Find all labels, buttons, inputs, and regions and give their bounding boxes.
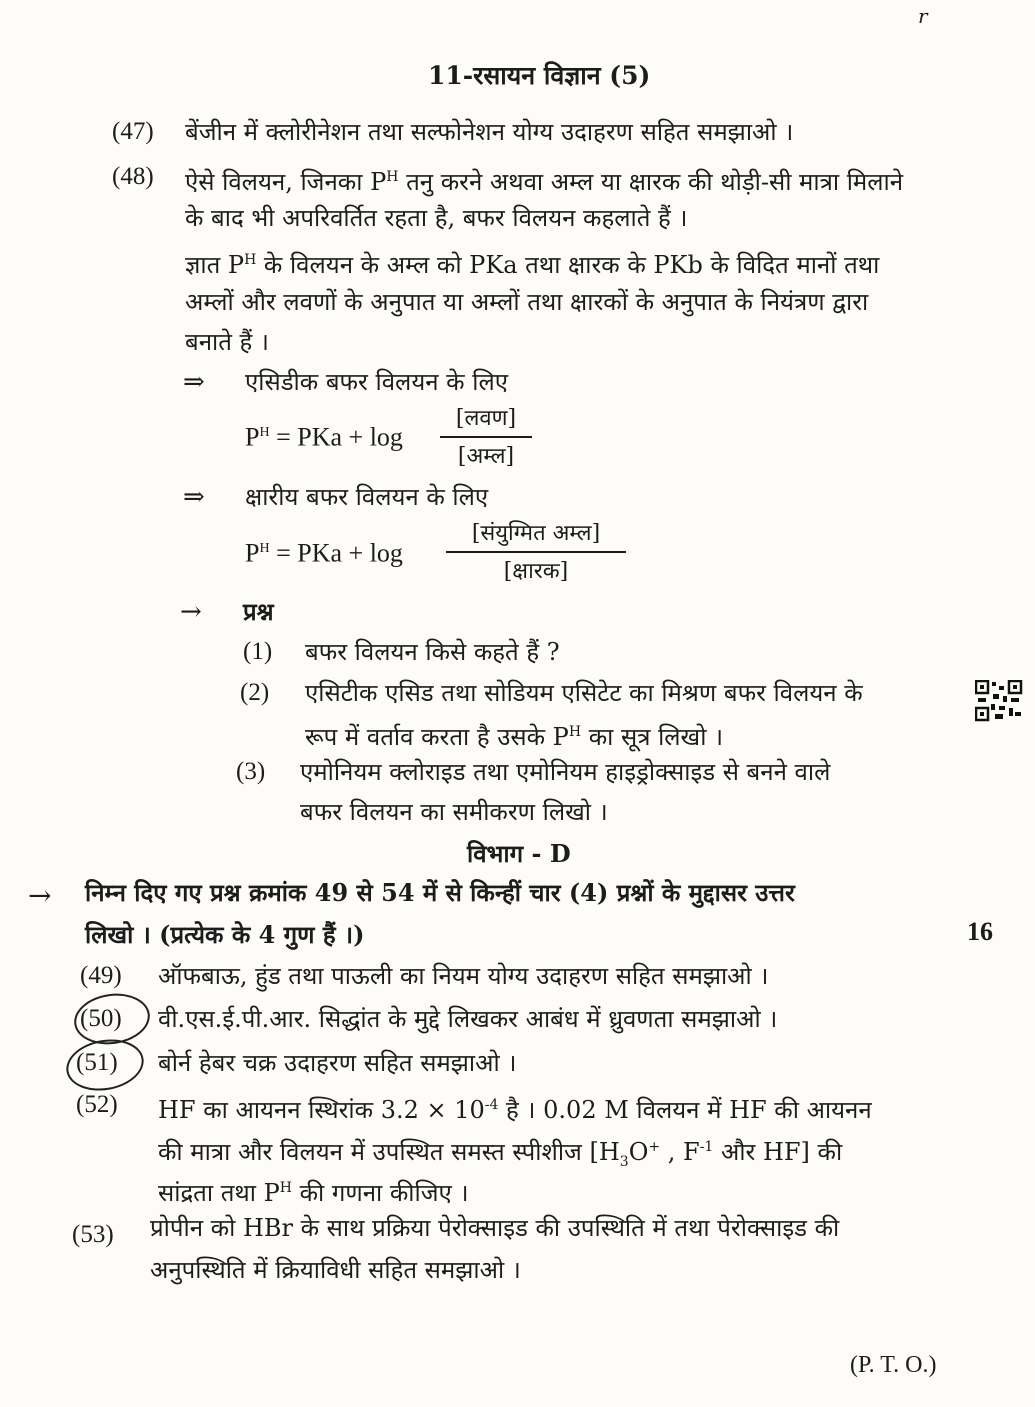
page-title: 11-रसायन विज्ञान (5) — [428, 61, 651, 90]
q48-sup-h: H — [386, 169, 399, 185]
acidic-fraction — [440, 400, 532, 472]
q49-text: ऑफबाऊ, हुंड तथा पाऊली का नियम योग्य उदाहरण सहित समझाओ । — [158, 962, 769, 990]
q52-plus: + — [648, 1139, 661, 1155]
section-d-marks: 16 — [967, 917, 993, 946]
subq2-line2 — [305, 712, 723, 757]
q48-line3-a: ज्ञात P — [185, 251, 245, 279]
subq3-line2: बफर विलयन का समीकरण लिखो । — [300, 798, 608, 826]
subq2-line2-b: का सूत्र लिखो । — [581, 723, 724, 751]
q48-line3-b: के विलयन के अम्ल को PKa तथा क्षारक के PKb के विदित मानों तथा — [256, 251, 880, 279]
qr-code-icon — [975, 680, 1023, 722]
eq-lhs: P — [245, 422, 260, 452]
subq3-line1: एमोनियम क्लोराइड तथा एमोनियम हाइड्रोक्साइड से बनने वाले — [300, 758, 831, 786]
q53-line1: प्रोपीन को HBr के साथ प्रक्रिया पेरोक्साइड की उपस्थिति में तथा पेरोक्साइड की — [150, 1214, 840, 1242]
acidic-numerator: [लवण] — [455, 406, 517, 431]
q48-sup-h-2: H — [244, 252, 257, 268]
q48-line5: बनाते हैं । — [185, 328, 270, 356]
q48-number: (48) — [112, 163, 154, 190]
q52-line1 — [158, 1085, 872, 1130]
q52-line1-b: है । 0.02 M विलयन में HF की आयनन — [498, 1096, 872, 1124]
q48-line2: के बाद भी अपरिवर्तित रहता है, बफर विलयन कहलाते हैं । — [185, 204, 688, 232]
eq2-rhs: = PKa + log — [269, 538, 403, 568]
q53-line2: अनुपस्थिति में क्रियाविधी सहित समझाओ । — [150, 1256, 521, 1284]
q48-line1 — [185, 157, 903, 202]
q48-line4: अम्लों और लवणों के अनुपात या अम्लों तथा क्षारकों के अनुपात के नियंत्रण द्वारा — [185, 288, 869, 316]
q52-line2-b: O — [628, 1138, 649, 1166]
q50-text: वी.एस.ई.पी.आर. सिद्धांत के मुद्दे लिखकर आबंध में ध्रुवणता समझाओ । — [158, 1005, 778, 1033]
acidic-equation — [245, 416, 403, 455]
q50-number: (50) — [80, 1005, 122, 1032]
q51-text: बोर्न हेबर चक्र उदाहरण सहित समझाओ । — [158, 1049, 517, 1077]
subq2-line1: एसिटीक एसिड तथा सोडियम एसिटेट का मिश्रण बफर विलयन के — [305, 679, 863, 707]
eq2-lhs: P — [245, 538, 260, 568]
q52-line3-a: सांद्रता तथा P — [158, 1179, 280, 1207]
q52-line2-d: और HF] की — [713, 1138, 843, 1166]
basic-equation — [245, 532, 403, 571]
fraction-bar — [440, 436, 532, 438]
acidic-denominator: [अम्ल] — [457, 444, 515, 469]
q49-number: (49) — [80, 962, 122, 989]
basic-denominator: [क्षारक] — [503, 559, 569, 584]
basic-fraction — [446, 515, 626, 587]
q52-number: (52) — [76, 1091, 118, 1118]
eq-sup-h: H — [259, 425, 270, 440]
eq2-sup-h: H — [259, 541, 270, 556]
subq2-number: (2) — [240, 679, 270, 706]
q53-number: (53) — [72, 1221, 114, 1248]
subq1-number: (1) — [243, 638, 273, 665]
subq1-text: बफर विलयन किसे कहते हैं ? — [305, 638, 560, 666]
arrow-single-1: → — [180, 597, 202, 627]
arrow-single-2: → — [28, 879, 52, 912]
q52-line1-a: HF का आयनन स्थिरांक 3.2 × 10 — [158, 1096, 485, 1124]
q52-sup-h: H — [279, 1180, 292, 1196]
q47-number: (47) — [112, 118, 154, 145]
q52-sub3: 3 — [619, 1153, 629, 1170]
subq3-number: (3) — [236, 758, 266, 785]
subq2-sup-h: H — [568, 724, 582, 740]
q52-line3 — [158, 1168, 469, 1213]
section-d-instruction-1: निम्न दिए गए प्रश्न क्रमांक 49 से 54 में से किन्हीं चार (4) प्रश्नों के मुद्दासर उत्तर — [85, 878, 795, 907]
q48-line1-a: ऐसे विलयन, जिनका P — [185, 168, 387, 196]
q52-minus1: -1 — [699, 1139, 714, 1155]
basic-numerator: [संयुग्मित अम्ल] — [471, 521, 601, 546]
q52-line2-c: , F — [660, 1138, 700, 1166]
q51-number: (51) — [76, 1049, 118, 1076]
question-heading: प्रश्न — [243, 597, 274, 626]
pto-label: (P. T. O.) — [850, 1352, 937, 1378]
corner-mark: r — [918, 4, 928, 28]
eq-rhs: = PKa + log — [269, 422, 403, 452]
section-d-instruction-2: लिखो । (प्रत्येक के 4 गुण हैं ।) — [85, 920, 365, 949]
q52-line2-a: की मात्रा और विलयन में उपस्थित समस्त स्पीशीज [H — [158, 1138, 620, 1166]
acidic-buffer-label: एसिडीक बफर विलयन के लिए — [245, 368, 509, 396]
subq2-line2-a: रूप में वर्ताव करता है उसके P — [305, 723, 569, 751]
q48-line3 — [185, 240, 879, 285]
basic-buffer-label: क्षारीय बफर विलयन के लिए — [245, 483, 489, 511]
arrow-double-2: ⇒ — [183, 482, 205, 512]
q47-text: बेंजीन में क्लोरीनेशन तथा सल्फोनेशन योग्य उदाहरण सहित समझाओ । — [185, 118, 794, 146]
q48-line1-b: तनु करने अथवा अम्ल या क्षारक की थोड़ी-सी मात्रा मिलाने — [398, 168, 904, 196]
fraction-bar-2 — [446, 551, 626, 553]
q52-line3-b: की गणना कीजिए । — [291, 1179, 469, 1207]
q52-exp: -4 — [484, 1097, 499, 1113]
section-d-title: विभाग - D — [467, 839, 571, 868]
arrow-double-1: ⇒ — [183, 367, 205, 397]
